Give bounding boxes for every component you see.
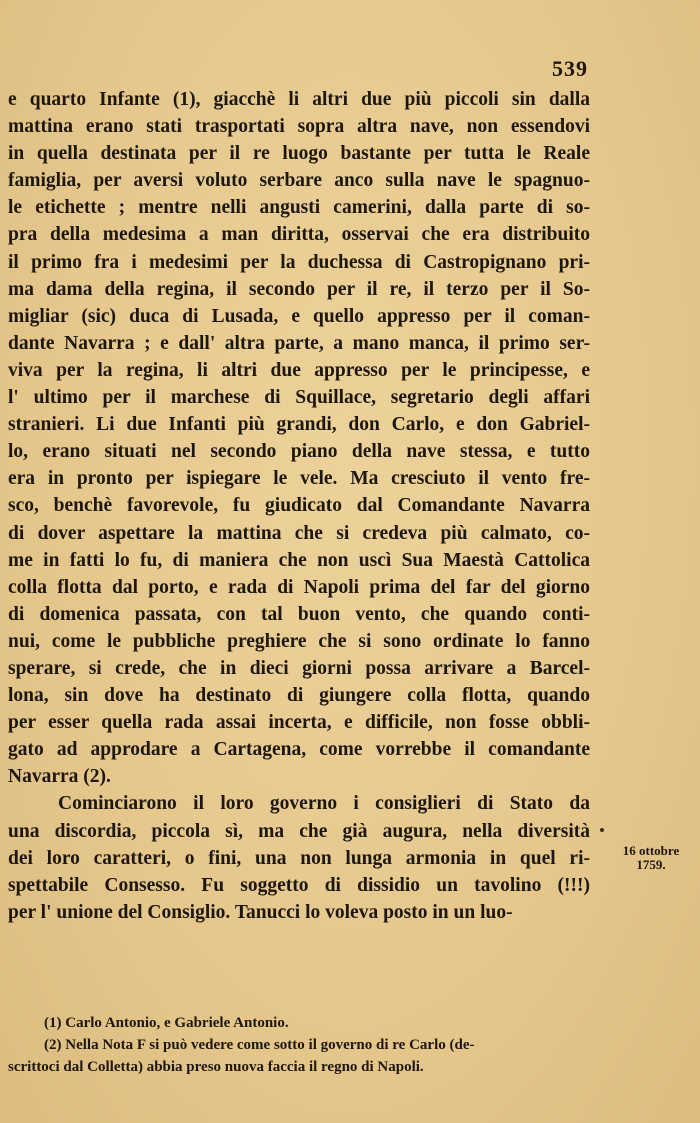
footnote-2-continuation: scrittoci dal Colletta) abbia preso nuova faccia il regno di Napoli. (8, 1059, 424, 1075)
text-line: il primo fra i medesimi per la duchessa di Castropignano pri- (8, 251, 590, 273)
text-line: dei loro caratteri, o fini, una non lunga armonia in quel ri- (8, 847, 590, 869)
footnotes (8, 1012, 590, 1078)
footnote-2: (2) Nella Nota F si può vedere come sotto il governo di re Carlo (de- (44, 1037, 475, 1053)
text-line: di dover aspettare la mattina che si credeva più calmato, co- (8, 522, 590, 544)
text-line: lona, sin dove ha destinato di giungere colla flotta, quando (8, 685, 590, 707)
text-line: ma dama della regina, il secondo per il re, il terzo per il So- (8, 278, 590, 300)
text-line: era in pronto per ispiegare le vele. Ma cresciuto il vento fre- (8, 468, 590, 490)
text-line: l' ultimo per il marchese di Squillace, segretario degli affari (8, 387, 590, 409)
paragraph-1 (8, 86, 590, 790)
footnote-1: (1) Carlo Antonio, e Gabriele Antonio. (44, 1015, 289, 1031)
text-line: Navarra (2). (8, 766, 111, 788)
text-line: le etichette ; mentre nelli angusti camerini, dalla parte di so- (8, 197, 590, 219)
text-line: stranieri. Li due Infanti più grandi, don Carlo, e don Gabriel- (8, 414, 590, 436)
body-text (8, 86, 590, 926)
text-line: migliar (sic) duca di Lusada, e quello appresso per il coman- (8, 305, 590, 327)
text-line: lo, erano situati nel secondo piano della nave stessa, e tutto (8, 441, 590, 463)
text-line: per esser quella rada assai incerta, e difficile, non fosse obbli- (8, 712, 590, 734)
text-line: Cominciarono il loro governo i consiglieri di Stato da (58, 793, 590, 815)
margin-note-line: 16 ottobre (622, 843, 680, 858)
text-line: spettabile Consesso. Fu soggetto di dissidio un tavolino (!!!) (8, 874, 590, 896)
ink-speck (600, 828, 604, 832)
text-line: famiglia, per aversi voluto serbare anco sulla nave le spagnuo- (8, 170, 590, 192)
text-line: dante Navarra ; e dall' altra parte, a mano manca, il primo ser- (8, 332, 590, 354)
text-line: una discordia, piccola sì, ma che già augura, nella diversità (8, 820, 590, 842)
paragraph-2 (8, 790, 590, 925)
text-line: gato ad approdare a Cartagena, come vorrebbe il comandante (8, 739, 590, 761)
text-line: sco, benchè favorevole, fu giudicato dal Comandante Navarra (8, 495, 590, 517)
text-line: colla flotta dal porto, e rada di Napoli prima del far del giorno (8, 576, 590, 598)
text-line: me in fatti lo fu, di maniera che non uscì Sua Maestà Cattolica (8, 549, 590, 571)
text-line: in quella destinata per il re luogo bastante per tutta le Reale (8, 143, 590, 165)
margin-date-note (605, 844, 697, 872)
margin-note-line: 1759. (636, 857, 666, 872)
text-line: sperare, si crede, che in dieci giorni possa arrivare a Barcel- (8, 657, 590, 679)
text-line: pra della medesima a man diritta, osservai che era distribuito (8, 224, 590, 246)
text-line: di domenica passata, con tal buon vento, che quando conti- (8, 603, 590, 625)
text-line: nui, come le pubbliche preghiere che si sono ordinate lo fanno (8, 630, 590, 652)
text-line: mattina erano stati trasportati sopra altra nave, non essendovi (8, 116, 590, 138)
text-line: viva per la regina, li altri due appresso per le principesse, e (8, 359, 590, 381)
page-number: 539 (552, 56, 588, 81)
text-line: e quarto Infante (1), giacchè li altri due più piccoli sin dalla (8, 89, 590, 110)
text-line: per l' unione del Consiglio. Tanucci lo voleva posto in un luo- (8, 901, 513, 923)
